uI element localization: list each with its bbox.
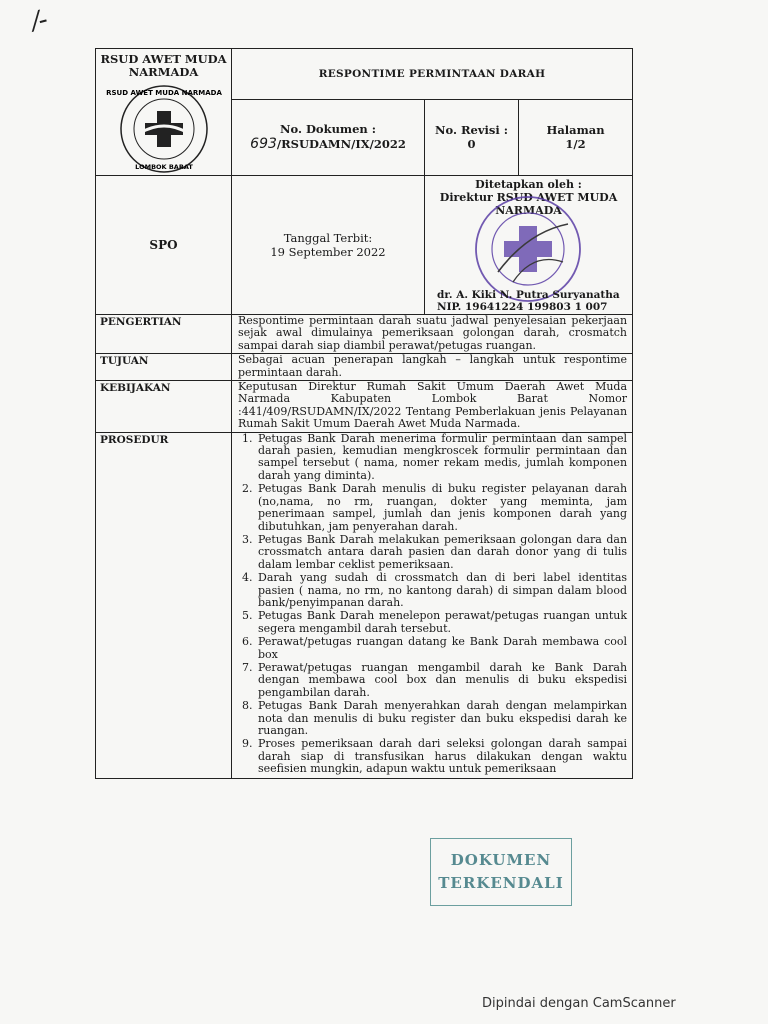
section-label-pengertian: PENGERTIAN — [96, 315, 232, 354]
hospital-logo — [96, 83, 231, 175]
procedure-step: 4. Darah yang sudah di crossmatch dan di beri label identitas pasien ( nama, no rm, no kantong darah) di simpan dalam blood bank/penyimpanan darah. — [256, 572, 627, 609]
doc-number-value: /RSUDAMN/IX/2022 — [276, 137, 406, 152]
page-value: 1/2 — [565, 137, 586, 152]
procedure-cell — [232, 432, 633, 778]
section-label-tujuan: TUJUAN — [96, 354, 232, 381]
procedure-step: 6. Perawat/petugas ruangan datang ke Bank Darah membawa cool box — [256, 636, 627, 661]
hospital-header-cell — [96, 49, 232, 176]
issued-cell — [232, 176, 425, 315]
issued-date: 19 September 2022 — [270, 245, 386, 259]
procedure-step: 8. Petugas Bank Darah menyerahkan darah dengan melampirkan nota dan menulis di buku register dan buku ekspedisi darah ke ruangan. — [256, 700, 627, 737]
section-text-pengertian: Respontime permintaan darah suatu jadwal penyelesaian pekerjaan sejak awal dimulainya pemeriksaan golongan darah, crosmatch sampai darah siap diambil perawat/petugas ruangan. — [232, 315, 633, 354]
stamp-line-1: DOKUMEN — [450, 851, 552, 869]
document-title: RESPONTIME PERMINTAAN DARAH — [232, 49, 633, 100]
hospital-name: RSUD AWET MUDA NARMADA — [100, 52, 227, 79]
procedure-list — [238, 433, 627, 776]
issued-label: Tanggal Terbit: — [283, 231, 373, 245]
revision-cell — [425, 99, 519, 175]
stamp-line-2: TERKENDALI — [438, 874, 564, 892]
logo-text: RSUD AWET MUDA NARMADA — [105, 89, 222, 97]
approved-by-label: Ditetapkan oleh : — [475, 178, 582, 191]
approval-cell — [425, 176, 633, 315]
section-label-kebijakan: KEBIJAKAN — [96, 381, 232, 433]
procedure-step: 3. Petugas Bank Darah melakukan pemeriksaan golongan dara dan crossmatch antara darah pasien dan darah donor yang di tulis dalam lembar ceklist pemeriksaan. — [256, 534, 627, 571]
procedure-step: 7. Perawat/petugas ruangan mengambil darah ke Bank Darah dengan membawa cool box dan menulis di buku ekspedisi pengambilan darah. — [256, 662, 627, 699]
official-stamp-icon — [453, 194, 603, 304]
approver-title: Direktur RSUD AWET MUDA NARMADA — [439, 191, 618, 217]
revision-value: 0 — [467, 137, 476, 152]
spo-label: SPO — [96, 176, 232, 315]
doc-number-cell — [232, 99, 425, 175]
procedure-step: 1. Petugas Bank Darah menerima formulir permintaan dan sampel darah pasien, kemudian mengkroscek formulir permintaan dan sampel tersebut ( nama, nomer rekam medis, jumlah komponen darah yang diminta). — [256, 433, 627, 483]
procedure-step: 9. Proses pemeriksaan darah dari seleksi golongan darah sampai darah siap di transfusikan harus dilakukan dengan waktu seefisien mungkin, adapun waktu untuk pemeriksaan — [256, 738, 627, 775]
revision-label: No. Revisi : — [434, 123, 508, 138]
page-label: Halaman — [546, 123, 605, 138]
spo-document-table — [95, 48, 633, 779]
signer-nip: NIP. 19641224 199803 1 007 — [437, 301, 608, 313]
section-text-tujuan: Sebagai acuan penerapan langkah – langkah untuk respontime permintaan darah. — [232, 354, 633, 381]
scanner-footer: Dipindai dengan CamScanner — [482, 996, 676, 1011]
doc-number-label: No. Dokumen : — [279, 122, 377, 137]
corner-pen-mark: ⁄- — [30, 4, 52, 38]
signer-name: dr. A. Kiki N. Putra Suryanatha — [437, 289, 620, 301]
controlled-document-stamp — [430, 838, 572, 906]
doc-number-handwritten: 693 — [250, 136, 277, 153]
logo-subtext: LOMBOK BARAT — [134, 163, 193, 171]
page-cell — [519, 99, 633, 175]
procedure-step: 2. Petugas Bank Darah menulis di buku register pelayanan darah (no,nama, no rm, ruangan, dokter yang meminta, jam penerimaan sampel, jumlah dan jenis komponen darah yang dibutuhkan, jam penyerahan darah. — [256, 483, 627, 533]
procedure-step: 5. Petugas Bank Darah menelepon perawat/petugas ruangan untuk segera mengambil darah tersebut. — [256, 610, 627, 635]
section-label-prosedur: PROSEDUR — [96, 432, 232, 778]
section-text-kebijakan: Keputusan Direktur Rumah Sakit Umum Daerah Awet Muda Narmada Kabupaten Lombok Barat Nomor :441/409/RSUDAMN/IX/2022 Tentang Pemberlakuan jenis Pelayanan Rumah Sakit Umum Daerah Awet Muda Narmada. — [232, 381, 633, 433]
